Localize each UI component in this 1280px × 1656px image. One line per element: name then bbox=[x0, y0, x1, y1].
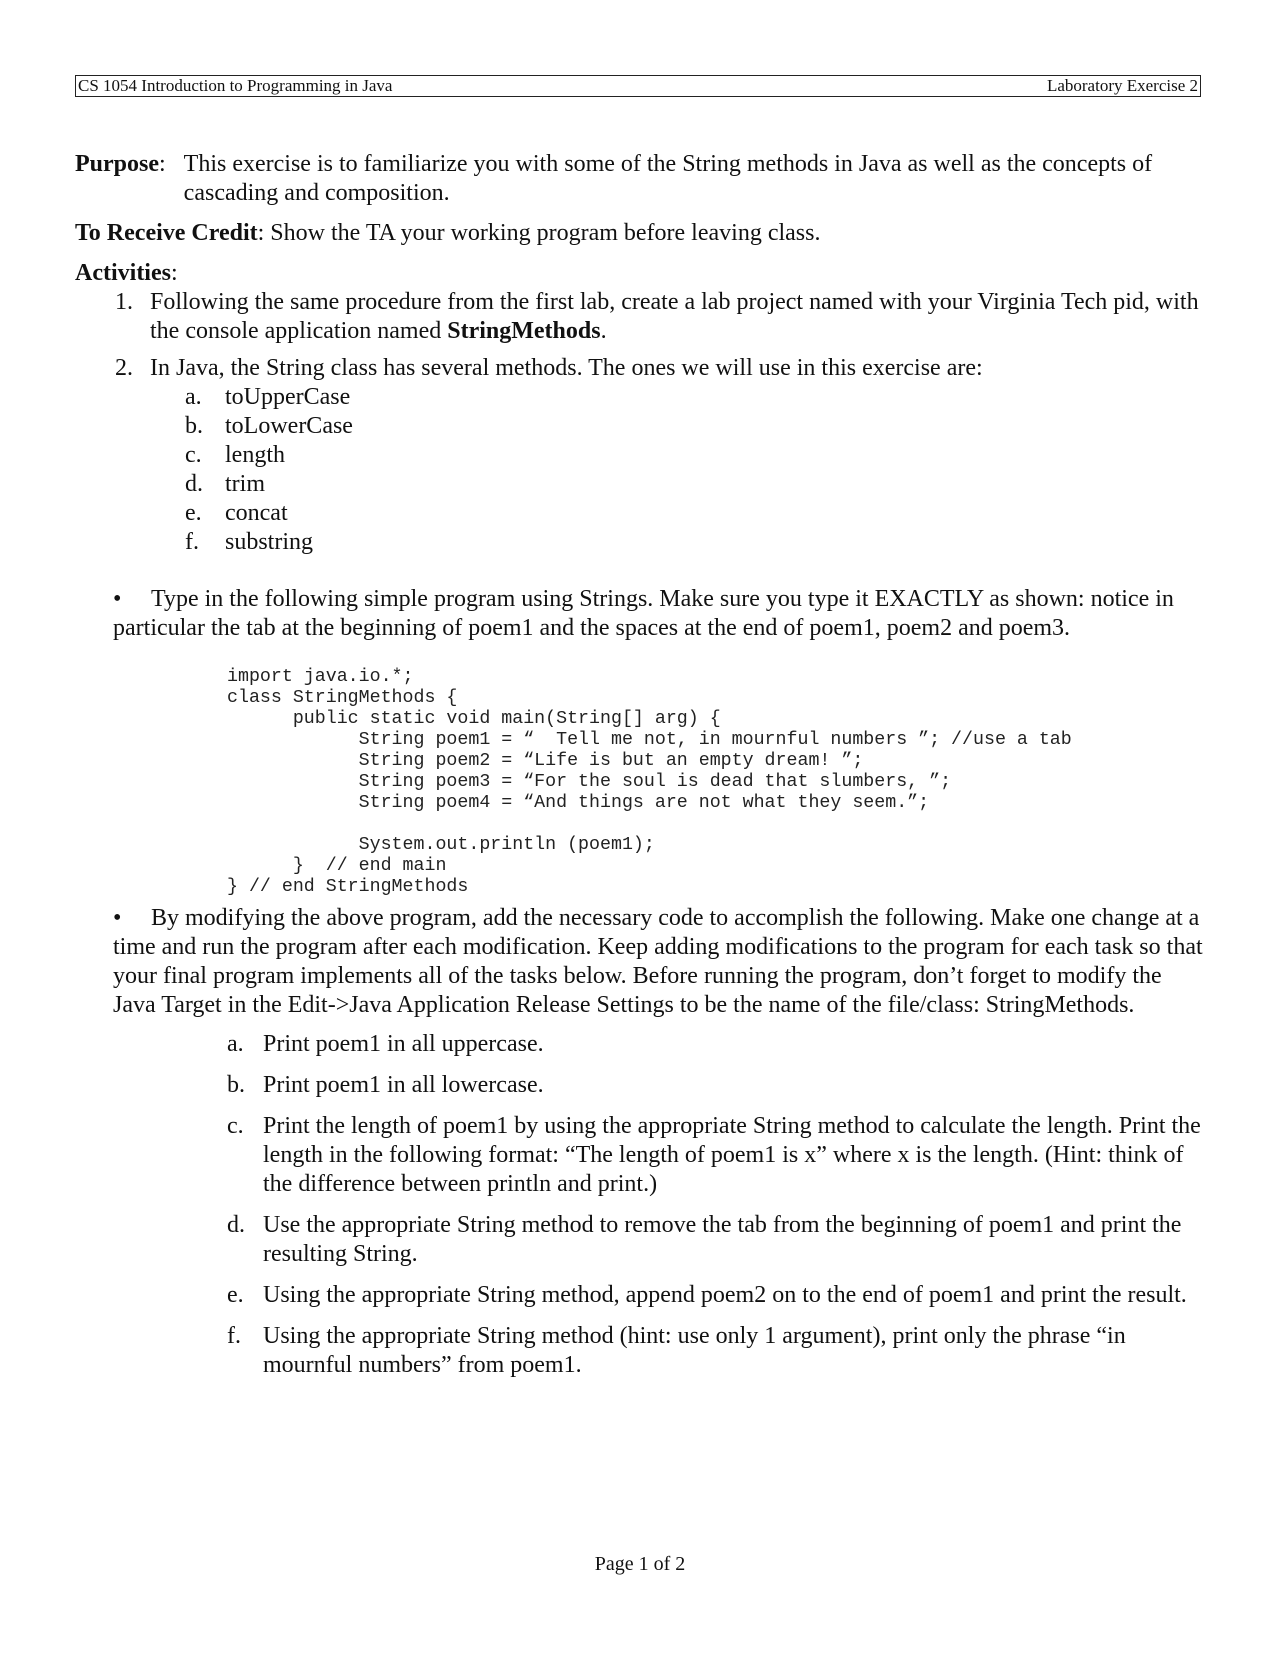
purpose-text: This exercise is to familiarize you with some of the String methods in Java as well as the concepts of cascading and composition. bbox=[183, 151, 1153, 206]
activities-label: Activities bbox=[75, 260, 171, 286]
project-name: StringMethods bbox=[447, 318, 601, 344]
page-number: Page 1 of 2 bbox=[594, 1553, 686, 1575]
method-item: a. toUpperCase bbox=[185, 384, 351, 410]
activities-section: Activities: 1. Following the same procedure from the first lab, create a lab project named with your Virginia Tech pid, with the console application named StringMethods. 2. In Java, the String class has several methods. The ones we will use in this exercise are: a. toUpperCase b. toLowerCase c. length d. trim e. concat f. substring bbox=[75, 259, 1210, 557]
method-item: e. concat bbox=[185, 500, 288, 526]
method-item: c. length bbox=[185, 442, 285, 468]
activity-2-text: In Java, the String class has several methods. The ones we will use in this exercise are: bbox=[150, 355, 983, 381]
code-listing: import java.io.*; class StringMethods { public static void main(String[] arg) { String poem1 = “ Tell me not, in mournful numbers ”; //use a tab String poem2 = “Life is but an empty dream! ”; String poem3 = “For the soul is dead that slumbers, ”; String poem4 = “And things are not what they seem.”; System.out.println (poem1); } // end main } // end StringMethods bbox=[227, 667, 1072, 897]
task-item: d. Use the appropriate String method to remove the tab from the beginning of poem1 and print the resulting String. bbox=[227, 1212, 1182, 1267]
task-item: c. Print the length of poem1 by using the appropriate String method to calculate the length. Print the length in the following format: “The length of poem1 is x” where x is the length. (Hint: think of the difference between println and print.) bbox=[227, 1113, 1201, 1197]
credit-section bbox=[75, 219, 1210, 248]
credit-text: : Show the TA your working program before leaving class. bbox=[257, 220, 821, 246]
task-item: e. Using the appropriate String method, append poem2 on to the end of poem1 and print the result. bbox=[227, 1282, 1187, 1308]
course-title: CS 1054 Introduction to Programming in Java bbox=[78, 76, 393, 95]
task-item: f. Using the appropriate String method (hint: use only 1 argument), print only the phrase “in mournful numbers” from poem1. bbox=[227, 1323, 1126, 1378]
bullet-icon: • bbox=[113, 905, 122, 931]
bullet-icon: • bbox=[113, 586, 122, 612]
document-body bbox=[75, 150, 1210, 1392]
activity-item-1: 1. Following the same procedure from the first lab, create a lab project named with your Virginia Tech pid, with the console application named StringMethods. bbox=[115, 289, 1199, 344]
credit-label: To Receive Credit bbox=[75, 220, 258, 246]
method-item: b. toLowerCase bbox=[185, 413, 353, 439]
string-methods-list bbox=[185, 383, 1210, 557]
lab-title: Laboratory Exercise 2 bbox=[1046, 76, 1198, 95]
task-item: a. Print poem1 in all uppercase. bbox=[227, 1031, 544, 1057]
task-item: b. Print poem1 in all lowercase. bbox=[227, 1072, 544, 1098]
method-item: f. substring bbox=[185, 529, 314, 555]
page-header bbox=[75, 75, 1201, 97]
activity-1-text: Following the same procedure from the first lab, create a lab project named with your Virginia Tech pid, with the console application named bbox=[150, 289, 1199, 344]
instructions-paragraph-2: • By modifying the above program, add the necessary code to accomplish the following. Make one change at a time and run the program after each modification. Keep adding modifications to the program for each task so that your final program implements all of the tasks below. Before running the program, don’t forget to modify the Java Target in the Edit->Java Application Release Settings to be the name of the file/class: StringMethods. bbox=[113, 905, 1203, 1018]
tasks-list bbox=[227, 1030, 1210, 1380]
purpose-section: Purpose : This exercise is to familiarize you with some of the String methods in Java as well as the concepts of cascading and composition. bbox=[75, 150, 1210, 208]
method-item: d. trim bbox=[185, 471, 265, 497]
activity-item-2: 2. In Java, the String class has several methods. The ones we will use in this exercise are: bbox=[115, 354, 1210, 383]
activities-list bbox=[75, 288, 1210, 383]
instructions-paragraph-1: • Type in the following simple program using Strings. Make sure you type it EXACTLY as shown: notice in particular the tab at the beginning of poem1 and the spaces at the end of poem1, poem2 and poem3. bbox=[113, 586, 1174, 641]
purpose-label: Purpose bbox=[75, 151, 159, 177]
